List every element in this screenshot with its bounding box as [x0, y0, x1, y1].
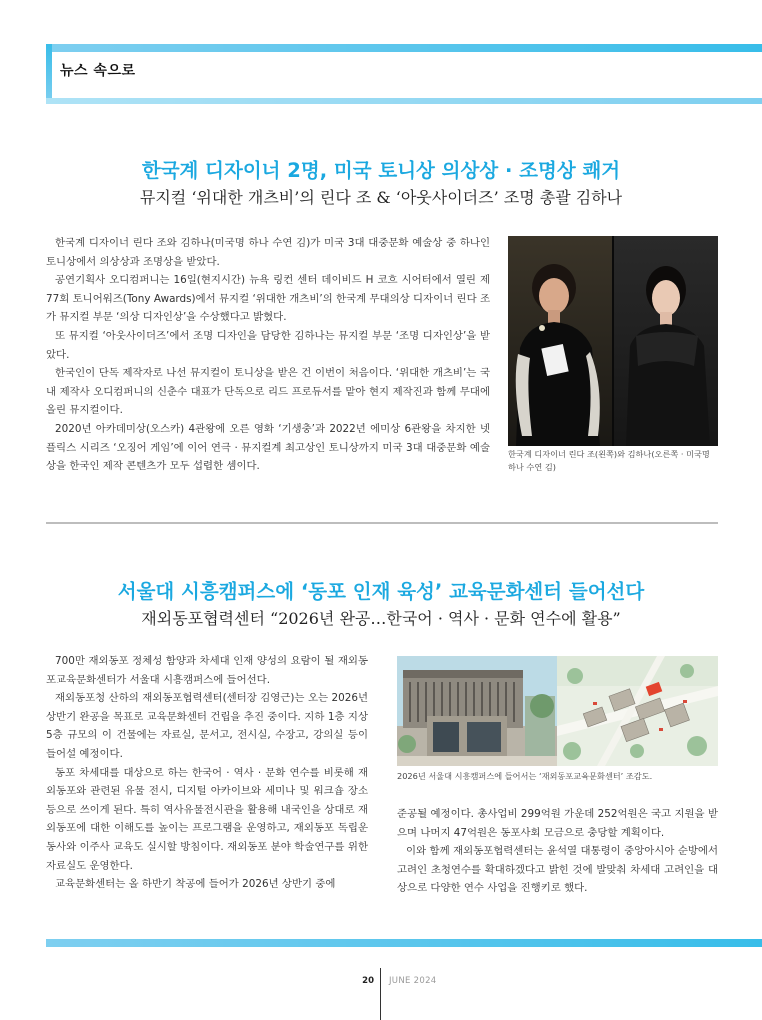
article2-paragraph: 교육문화센터는 올 하반기 착공에 들어가 2026년 상반기 중에 — [55, 878, 336, 891]
footer-separator — [380, 968, 381, 1020]
article1-paragraph: 2020년 아카데미상(오스카) 4관왕에 오른 영화 ‘기생충’과 2022년 에미상 6관왕을 차지한 넷플릭스 시리즈 ‘오징어 게임’에 이어 연극 · 뮤지컬계 최고상인 토니상까지 미국 3대 대중문화 예술상을 한국인 제작 콘텐츠가 모두 섭렵한 셈이다. — [46, 422, 490, 473]
article2-body-left — [46, 652, 368, 894]
article1-paragraph: 공연기획사 오디컴퍼니는 16일(현지시간) 뉴욕 링컨 센터 데이비드 H 코흐 시어터에서 열린 제77회 토니어워즈(Tony Awards)에서 뮤지컬 ‘위대한 개츠비’의 한국계 무대의상 디자이너 린다 조가 뮤지컬 부문 ‘의상 디자인상’을 수상했다고 밝혔다. — [46, 274, 490, 324]
designers-photo-illustration — [508, 236, 718, 446]
footer-bar — [46, 939, 762, 947]
article2-image-caption: 2026년 서울대 시흥캠퍼스에 들어서는 ‘재외동포교육문화센터’ 조감도. — [397, 771, 653, 781]
section-banner-bottom — [46, 98, 762, 104]
article1-headline: 한국계 디자이너 2명, 미국 토니상 의상상 · 조명상 쾌거 — [141, 159, 621, 182]
article2-paragraph: 재외동포청 산하의 재외동포협력센터(센터장 김영근)는 오는 2026년 상반기 완공을 목표로 교육문화센터 건립을 추진 중이다. 지하 1층 지상 5층 규모의 이 건물에는 자료실, 문서고, 전시실, 수장고, 강의실 등이 들어설 예정이다. — [46, 692, 368, 760]
article1-photo-caption: 한국계 디자이너 린다 조(왼쪽)와 김하나(오른쪽 · 미국명 하나 수연 김) — [508, 449, 710, 472]
article1-body — [46, 234, 490, 476]
section-label: 뉴스 속으로 — [60, 63, 136, 79]
article2-headline: 서울대 시흥캠퍼스에 ‘동포 인재 육성’ 교육문화센터 들어선다 — [117, 580, 645, 603]
article1-subhead: 뮤지컬 ‘위대한 개츠비’의 린다 조 & ‘아웃사이더즈’ 조명 총괄 김하나 — [139, 188, 623, 207]
center-rendering-illustration — [397, 656, 718, 766]
article1-paragraph: 한국인이 단독 제작자로 나선 뮤지컬이 토니상을 받은 건 이번이 처음이다. ‘위대한 개츠비’는 국내 제작사 오디컴퍼니의 신춘수 대표가 단독으로 리드 프로듀서를 맡아 현지 제작진과 함께 무대에 올린 뮤지컬이다. — [46, 367, 490, 417]
section-banner-top — [46, 44, 762, 52]
article-divider — [46, 522, 718, 524]
article2-paragraph: 이와 함께 재외동포협력센터는 윤석열 대통령이 중앙아시아 순방에서 고려인 초청연수를 확대하겠다고 밝힌 것에 발맞춰 차세대 고려인을 대상으로 다양한 연수 사업을 진행키로 했다. — [397, 845, 718, 895]
article2-body-right — [397, 805, 718, 898]
designers-photo — [508, 236, 718, 446]
section-banner-left — [46, 44, 52, 104]
article1-paragraph: 한국계 디자이너 린다 조와 김하나(미국명 하나 수연 김)가 미국 3대 대중문화 예술상 중 하나인 토니상에서 의상상과 조명상을 받았다. — [46, 237, 490, 268]
page-number: 20 — [362, 976, 374, 986]
center-rendering-image — [397, 656, 718, 766]
article2-paragraph: 준공될 예정이다. 총사업비 299억원 가운데 252억원은 국고 지원을 받으며 나머지 47억원은 동포사회 모금으로 충당할 계획이다. — [397, 808, 718, 839]
article2-paragraph: 동포 차세대를 대상으로 하는 한국어 · 역사 · 문화 연수를 비롯해 재외동포와 관련된 유물 전시, 디지털 아카이브와 세미나 및 워크숍 장소 등으로 쓰이게 된다. 특히 역사유물전시관을 활용해 내국인을 상대로 재외동포에 대한 이해도를 높이는 프로그램을 운영하고, 재외동포 독립운동사와 이주사 교육도 실시할 방침이다. 재외동포 분야 학술연구를 위한 자료실도 운영한다. — [46, 766, 368, 872]
article1-paragraph: 또 뮤지컬 ‘아웃사이더즈’에서 조명 디자인을 담당한 김하나는 뮤지컬 부문 ‘조명 디자인상’을 받았다. — [46, 329, 490, 361]
article2-paragraph: 700만 재외동포 정체성 함양과 차세대 인재 양성의 요람이 될 재외동포교육문화센터가 서울대 시흥캠퍼스에 들어선다. — [46, 655, 368, 686]
article2-subhead: 재외동포협력센터 “2026년 완공…한국어 · 역사 · 문화 연수에 활용” — [141, 609, 621, 628]
issue-date: JUNE 2024 — [389, 976, 437, 986]
